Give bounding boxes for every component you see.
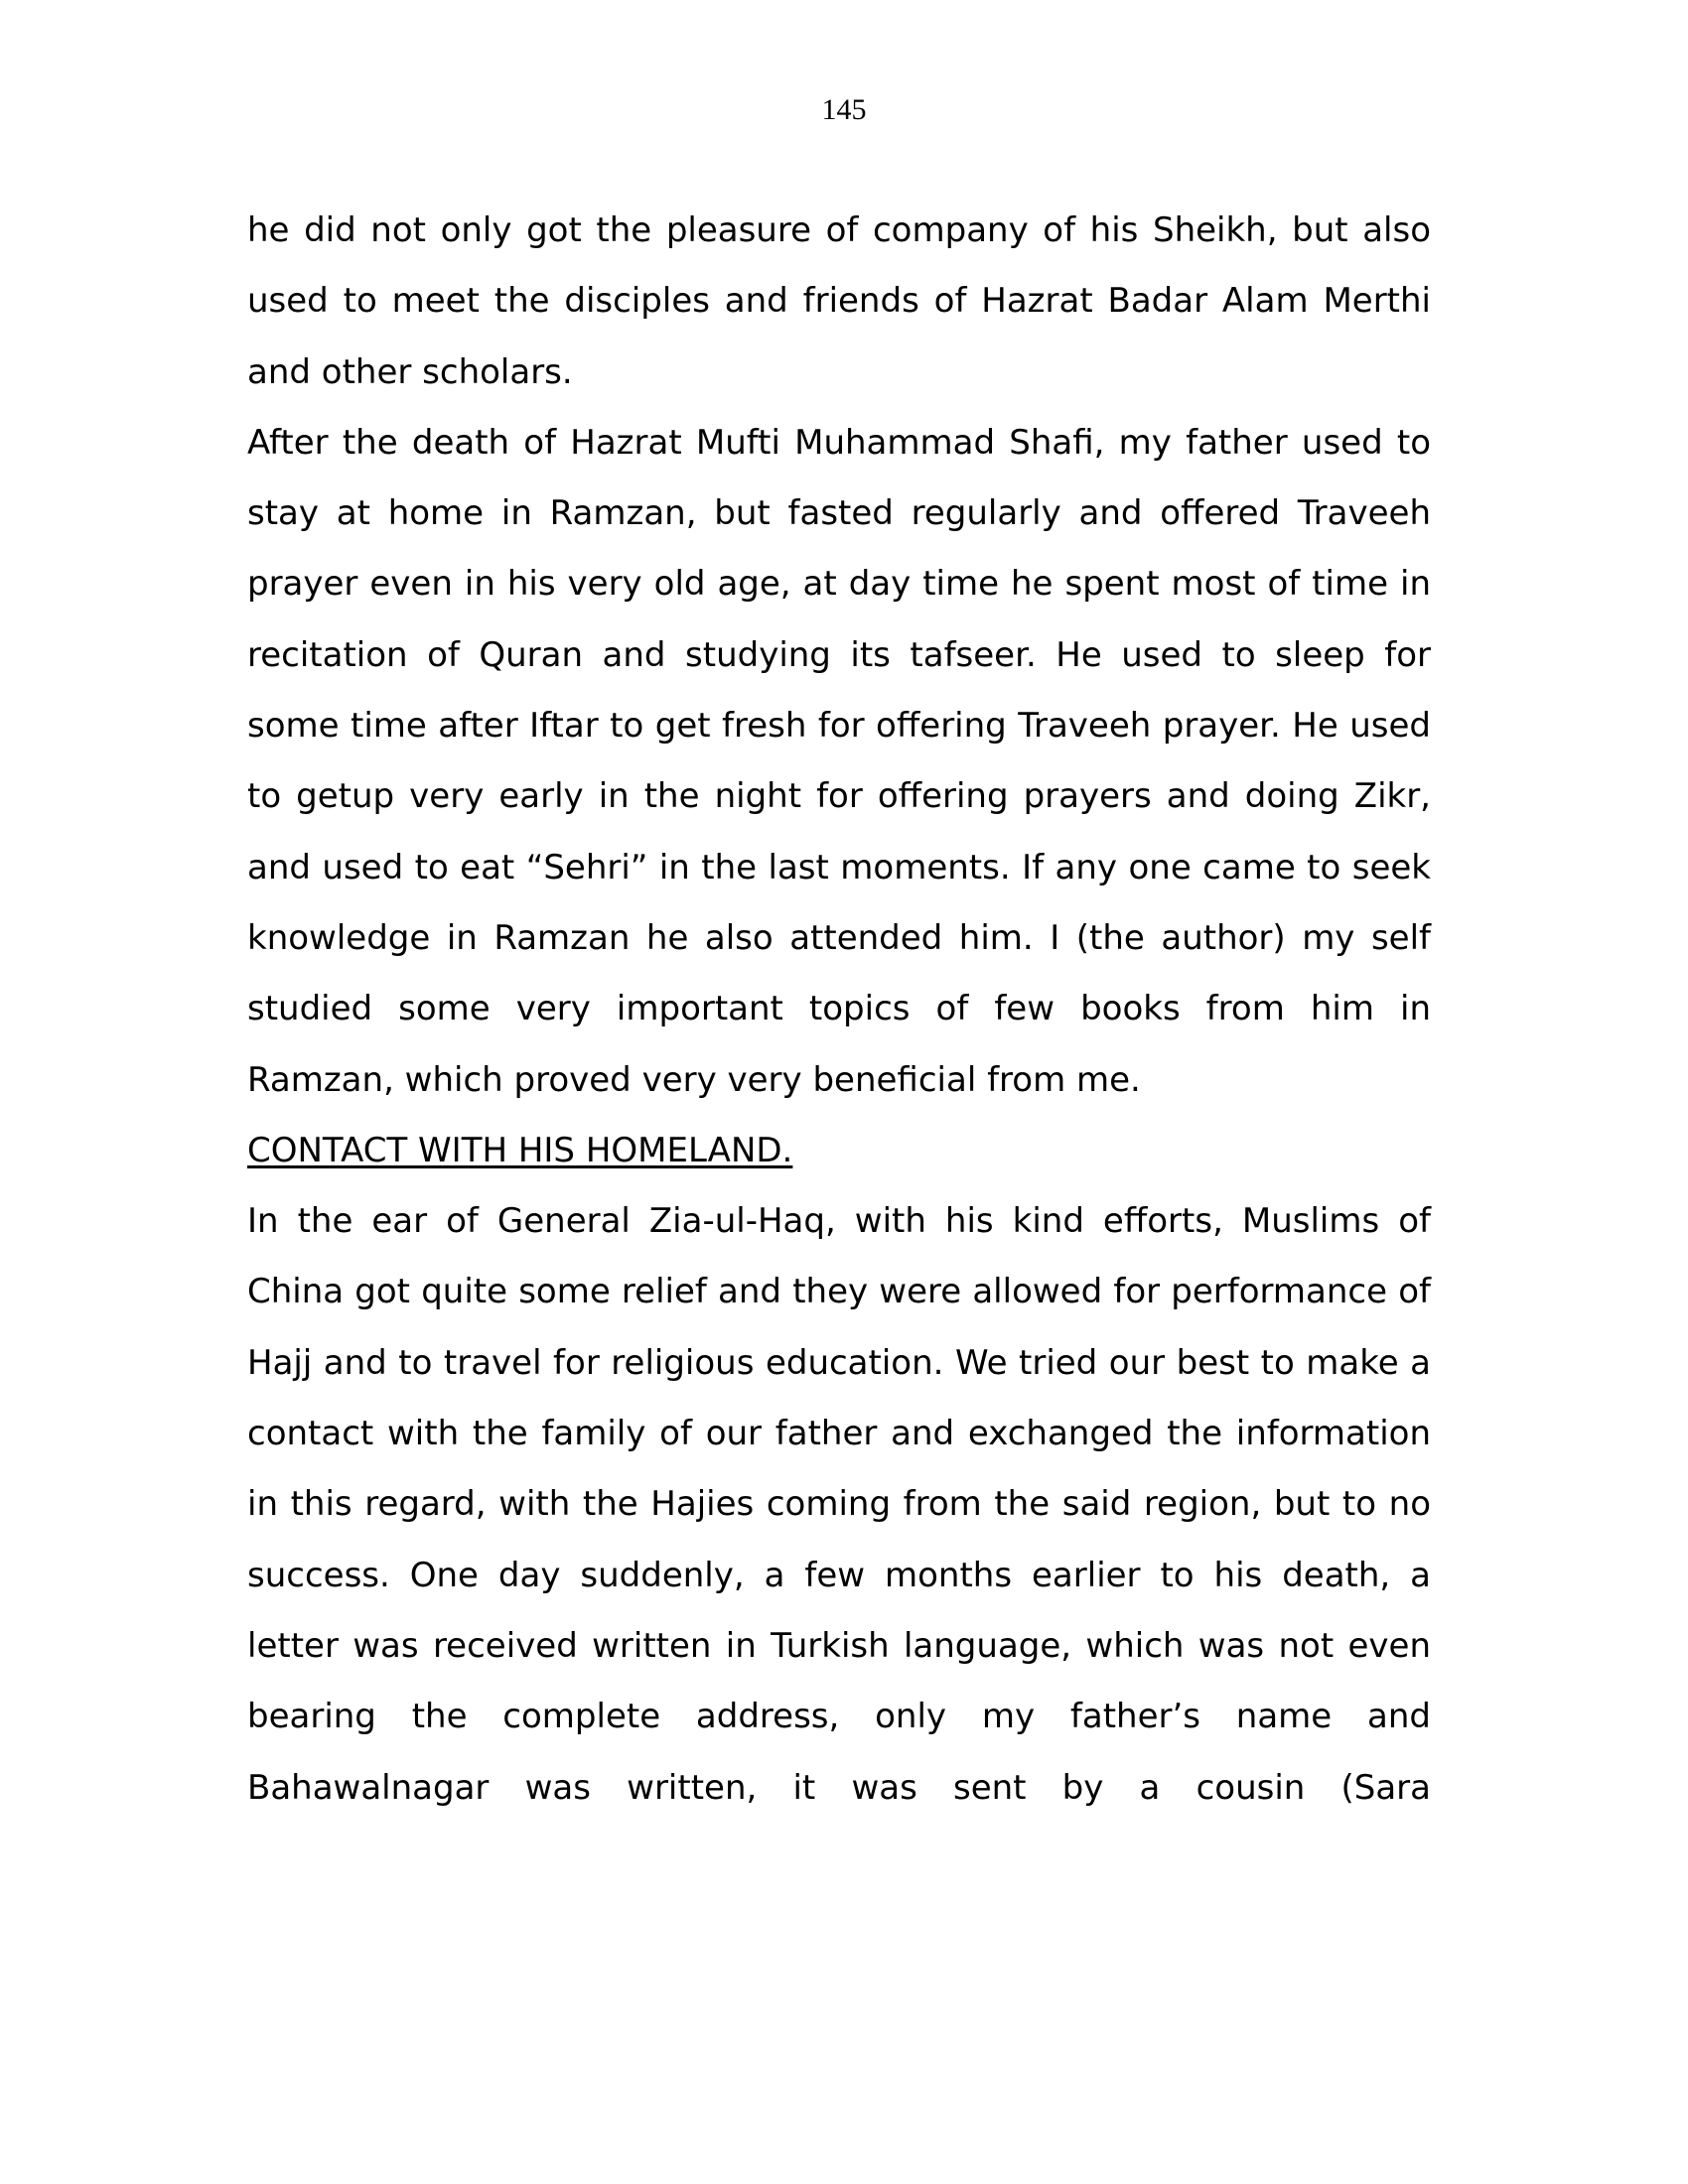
- page-number: 145: [821, 93, 867, 126]
- paragraph-company-of-sheikh: he did not only got the pleasure of company of his Sheikh, but also used to meet the disciples and friends of Hazrat Badar Alam Merthi and other scholars.: [247, 210, 1431, 392]
- document-body: [247, 196, 1431, 1824]
- paragraph-ramzan-routine: After the death of Hazrat Mufti Muhammad Shafi, my father used to stay at home in Ramzan, but fasted regularly and offered Traveeh prayer even in his very old age, at day time he spent most of time in recitation of Quran and studying its tafseer. He used to sleep for some time after Iftar to get fresh for offering Traveeh prayer. He used to getup very early in the night for offering prayers and doing Zikr, and used to eat “Sehri” in the last moments. If any one came to seek knowledge in Ramzan he also attended him. I (the author) my self studied some very important topics of few books from him in Ramzan, which proved very very beneficial from me.: [247, 422, 1431, 1100]
- paragraph-contact-homeland: In the ear of General Zia-ul-Haq, with his kind efforts, Muslims of China got quite some relief and they were allowed for performance of Hajj and to travel for religious education. We tried our best to make a contact with the family of our father and exchanged the information in this regard, with the Hajies coming from the said region, but to no success. One day suddenly, a few months earlier to his death, a letter was received written in Turkish language, which was not even bearing the complete address, only my father’s name and Bahawalnagar was written, it was sent by a cousin (Sara: [247, 1201, 1431, 1808]
- section-heading: CONTACT WITH HIS HOMELAND.: [247, 1130, 793, 1170]
